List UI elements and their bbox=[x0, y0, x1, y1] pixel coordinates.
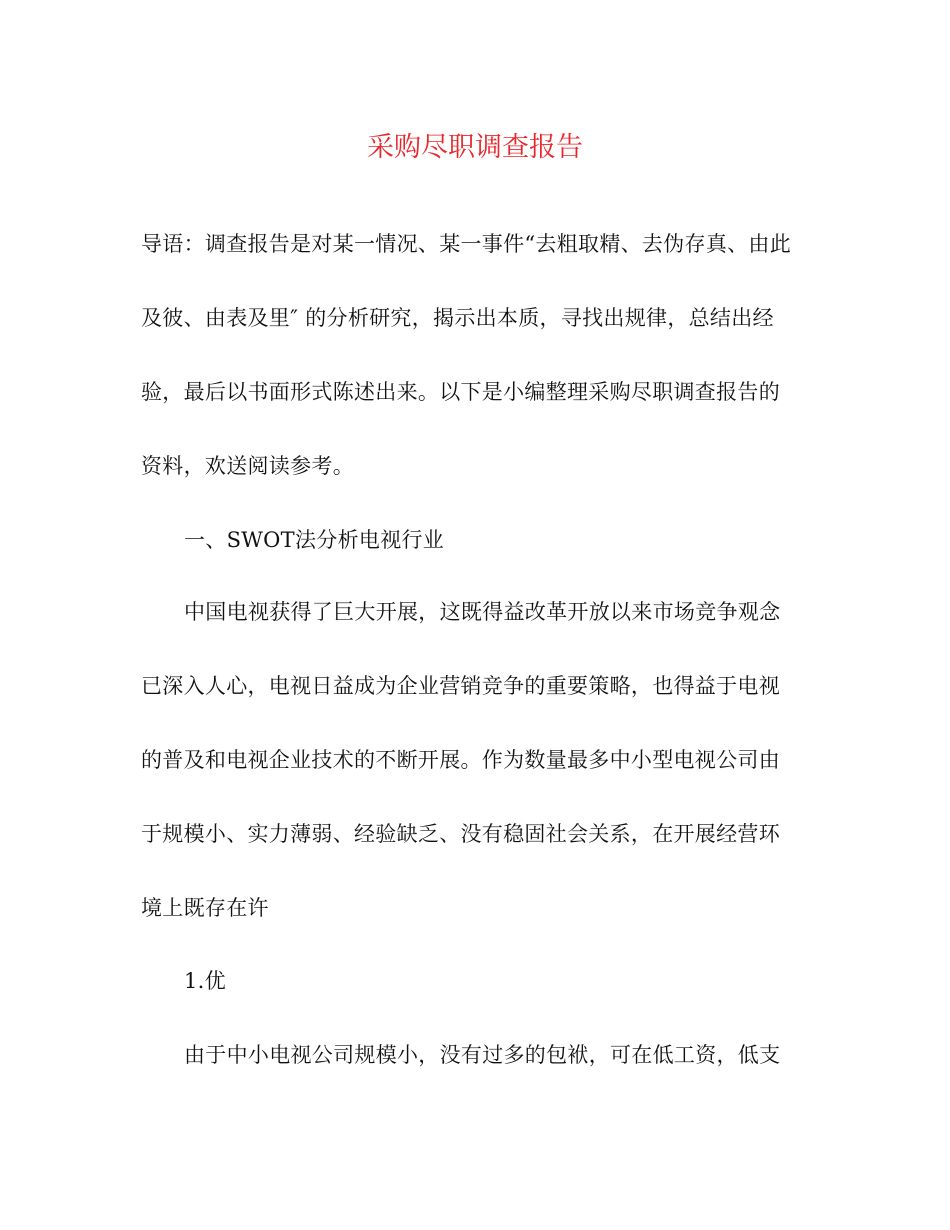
intro-line: 验，最后以书面形式陈述出来。以下是小编整理采购尽职调查报告的 bbox=[141, 380, 780, 404]
section-heading: 一、SWOT法分析电视行业 bbox=[184, 528, 445, 552]
subheading: 1.优 bbox=[184, 969, 226, 993]
intro-line: 及彼、由表及里″ 的分析研究，揭示出本质，寻找出规律，总结出经 bbox=[141, 306, 774, 330]
body-line: 境上既存在许 bbox=[141, 896, 269, 920]
body-line: 于规模小、实力薄弱、经验缺乏、没有稳固社会关系，在开展经营环 bbox=[141, 822, 780, 846]
intro-line: 资料，欢送阅读参考。 bbox=[141, 454, 354, 478]
intro-line: 导语：调查报告是对某一情况、某一事件“去粗取精、去伪存真、由此 bbox=[141, 232, 792, 256]
body-line: 的普及和电视企业技术的不断开展。作为数量最多中小型电视公司由 bbox=[141, 748, 780, 772]
body-line: 中国电视获得了巨大开展，这既得益改革开放以来市场竞争观念 bbox=[184, 600, 781, 624]
body-line: 已深入人心，电视日益成为企业营销竞争的重要策略，也得益于电视 bbox=[141, 674, 780, 698]
body-line: 由于中小电视公司规模小，没有过多的包袱，可在低工资，低支 bbox=[184, 1043, 781, 1067]
document-title: 采购尽职调查报告 bbox=[367, 132, 583, 163]
